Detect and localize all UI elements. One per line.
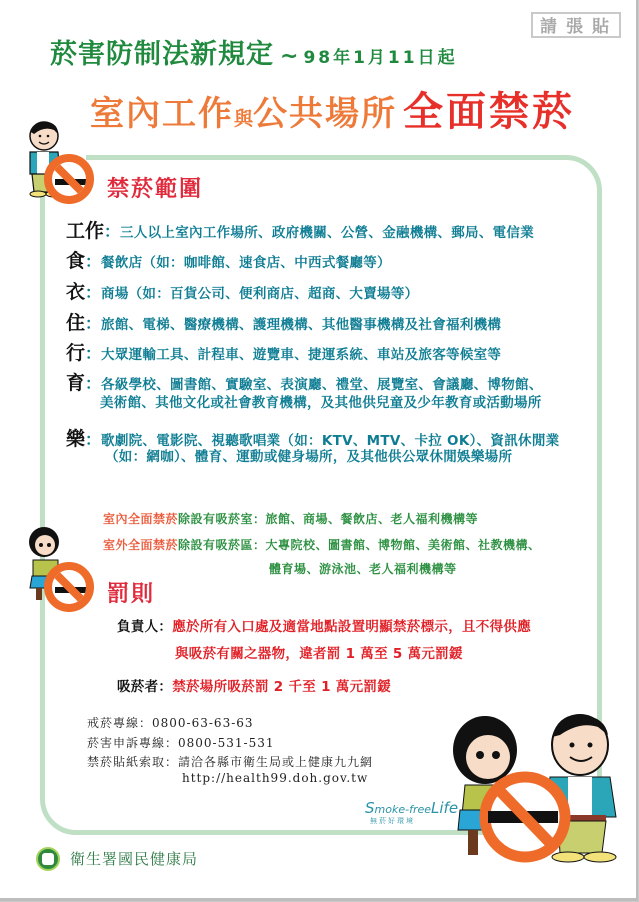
scope-key: 樂 bbox=[66, 428, 86, 450]
contact-value: 0800-63-63-63 bbox=[152, 716, 254, 730]
subtitle-total-ban: 全面禁菸 bbox=[403, 89, 576, 135]
exception-places: 大專院校、圖書館、博物館、美術館、社教機構、 bbox=[265, 538, 541, 552]
scope-row-transport: 行：大眾運輸工具、計程車、遊覽車、捷運系統、車站及旅客等候室等 bbox=[66, 342, 502, 364]
health-bureau-logo-icon bbox=[36, 847, 60, 871]
organization-name: 衛生署國民健康局 bbox=[70, 850, 199, 868]
scope-key: 工作 bbox=[66, 220, 105, 242]
penalty-owner bbox=[117, 615, 531, 635]
exception-outdoor bbox=[103, 536, 541, 553]
scope-value: 大眾運輸工具、計程車、遊覽車、捷運系統、車站及旅客等候室等 bbox=[101, 347, 502, 363]
scope-key: 食 bbox=[66, 250, 86, 272]
scope-row-work: 工作：三人以上室內工作場所、政府機關、公營、金融機構、郵局、電信業 bbox=[66, 220, 535, 242]
exception-label: 室內全面禁菸 bbox=[103, 512, 179, 526]
contact-label: 禁菸貼紙索取： bbox=[87, 755, 179, 769]
scope-row-food: 食：餐飲店（如：咖啡館、速食店、中西式餐廳等） bbox=[66, 250, 391, 272]
scope-value: 各級學校、圖書館、實驗室、表演廳、禮堂、展覽室、會議廳、博物館、 bbox=[101, 377, 543, 393]
contact-value: 0800-531-531 bbox=[178, 736, 275, 750]
penalty-owner-cont bbox=[175, 642, 463, 662]
contact-label: 戒菸專線： bbox=[87, 716, 153, 730]
title-tilde: ~ bbox=[280, 44, 300, 69]
slogan-mid: moke-free bbox=[374, 803, 432, 816]
contact-sticker-request bbox=[87, 753, 373, 770]
scope-key: 住 bbox=[66, 312, 86, 334]
contact-website[interactable]: http://health99.doh.gov.tw bbox=[182, 771, 369, 785]
penalty-value: 禁菸場所吸菸罰 2 千至 1 萬元罰鍰 bbox=[172, 679, 391, 695]
scope-key: 衣 bbox=[66, 281, 86, 303]
scope-row-clothing: 衣：商場（如：百貨公司、便利商店、超商、大賣場等） bbox=[66, 281, 419, 303]
scope-key: 行 bbox=[66, 342, 86, 364]
title-main: 菸害防制法新規定 bbox=[50, 39, 274, 70]
no-smoking-icon bbox=[44, 154, 94, 204]
contact-label: 菸害申訴專線： bbox=[87, 736, 179, 750]
scope-row-education: 育：各級學校、圖書館、實驗室、表演廳、禮堂、展覽室、會議廳、博物館、 bbox=[66, 372, 543, 394]
penalty-key: 吸菸者： bbox=[117, 679, 173, 695]
scope-key: 育 bbox=[66, 372, 86, 394]
exception-places: 體育場、游泳池、老人福利機構等 bbox=[269, 562, 457, 576]
scope-row-leisure: 樂：歌劇院、電影院、視聽歌唱業（如：KTV、MTV、卡拉 OK）、資訊休閒業 bbox=[66, 428, 560, 450]
scope-value: 旅館、電梯、醫療機構、護理機構、其他醫事機構及社會福利機構 bbox=[101, 317, 502, 333]
no-smoking-icon bbox=[44, 562, 94, 612]
section-title-penalty: 罰則 bbox=[107, 582, 156, 607]
scope-value: 商場（如：百貨公司、便利商店、超商、大賣場等） bbox=[101, 286, 419, 302]
contact-quitline bbox=[87, 714, 254, 731]
subtitle-indoor-work: 室內工作 bbox=[90, 94, 234, 134]
exception-condition: 除設有吸菸區： bbox=[178, 538, 266, 552]
penalty-smoker bbox=[117, 675, 391, 695]
exception-indoor bbox=[103, 510, 478, 527]
scope-value: 餐飲店（如：咖啡館、速食店、中西式餐廳等） bbox=[101, 255, 391, 271]
please-post-stamp: 請張貼 bbox=[531, 12, 621, 38]
penalty-value: 應於所有入口處及適當地點設置明顯禁菸標示，且不得供應 bbox=[172, 619, 532, 635]
section-title-scope: 禁菸範圍 bbox=[107, 177, 204, 202]
exception-outdoor-cont bbox=[269, 560, 457, 577]
contact-value: 請洽各縣市衛生局或上健康九九網 bbox=[178, 755, 374, 769]
scope-value: 歌劇院、電影院、視聽歌唱業（如：KTV、MTV、卡拉 OK）、資訊休閒業 bbox=[101, 433, 560, 449]
exception-label: 室外全面禁菸 bbox=[103, 538, 179, 552]
slogan-life: Life bbox=[431, 799, 459, 817]
scope-row-housing: 住：旅館、電梯、醫療機構、護理機構、其他醫事機構及社會福利機構 bbox=[66, 312, 502, 334]
subtitle-join: 與 bbox=[234, 108, 254, 130]
effective-date: 98年1月11日起 bbox=[303, 48, 458, 68]
exception-places: 旅館、商場、餐飲店、老人福利機構等 bbox=[265, 512, 479, 526]
mascot-characters-icon bbox=[440, 705, 630, 865]
slogan-s: S bbox=[365, 799, 375, 817]
exception-condition: 除設有吸菸室： bbox=[178, 512, 266, 526]
scope-row-education-cont: 美術館、其他文化或社會教育機構，及其他供兒童及少年教育或活動場所 bbox=[100, 395, 542, 411]
poster-subtitle bbox=[90, 80, 575, 137]
penalty-key: 負責人： bbox=[117, 619, 173, 635]
poster-title bbox=[50, 32, 458, 71]
slogan-subtitle: 無菸好環境 bbox=[370, 817, 415, 825]
contact-complaint-line bbox=[87, 734, 274, 751]
subtitle-public-places: 公共場所 bbox=[253, 94, 398, 134]
scope-row-leisure-cont: （如：網咖）、體育、運動或健身場所，及其他供公眾休閒娛樂場所 bbox=[105, 449, 513, 465]
penalty-value: 與吸菸有關之器物，違者罰 1 萬至 5 萬元罰鍰 bbox=[175, 646, 463, 662]
scope-value: 三人以上室內工作場所、政府機關、公營、金融機構、郵局、電信業 bbox=[120, 225, 535, 241]
